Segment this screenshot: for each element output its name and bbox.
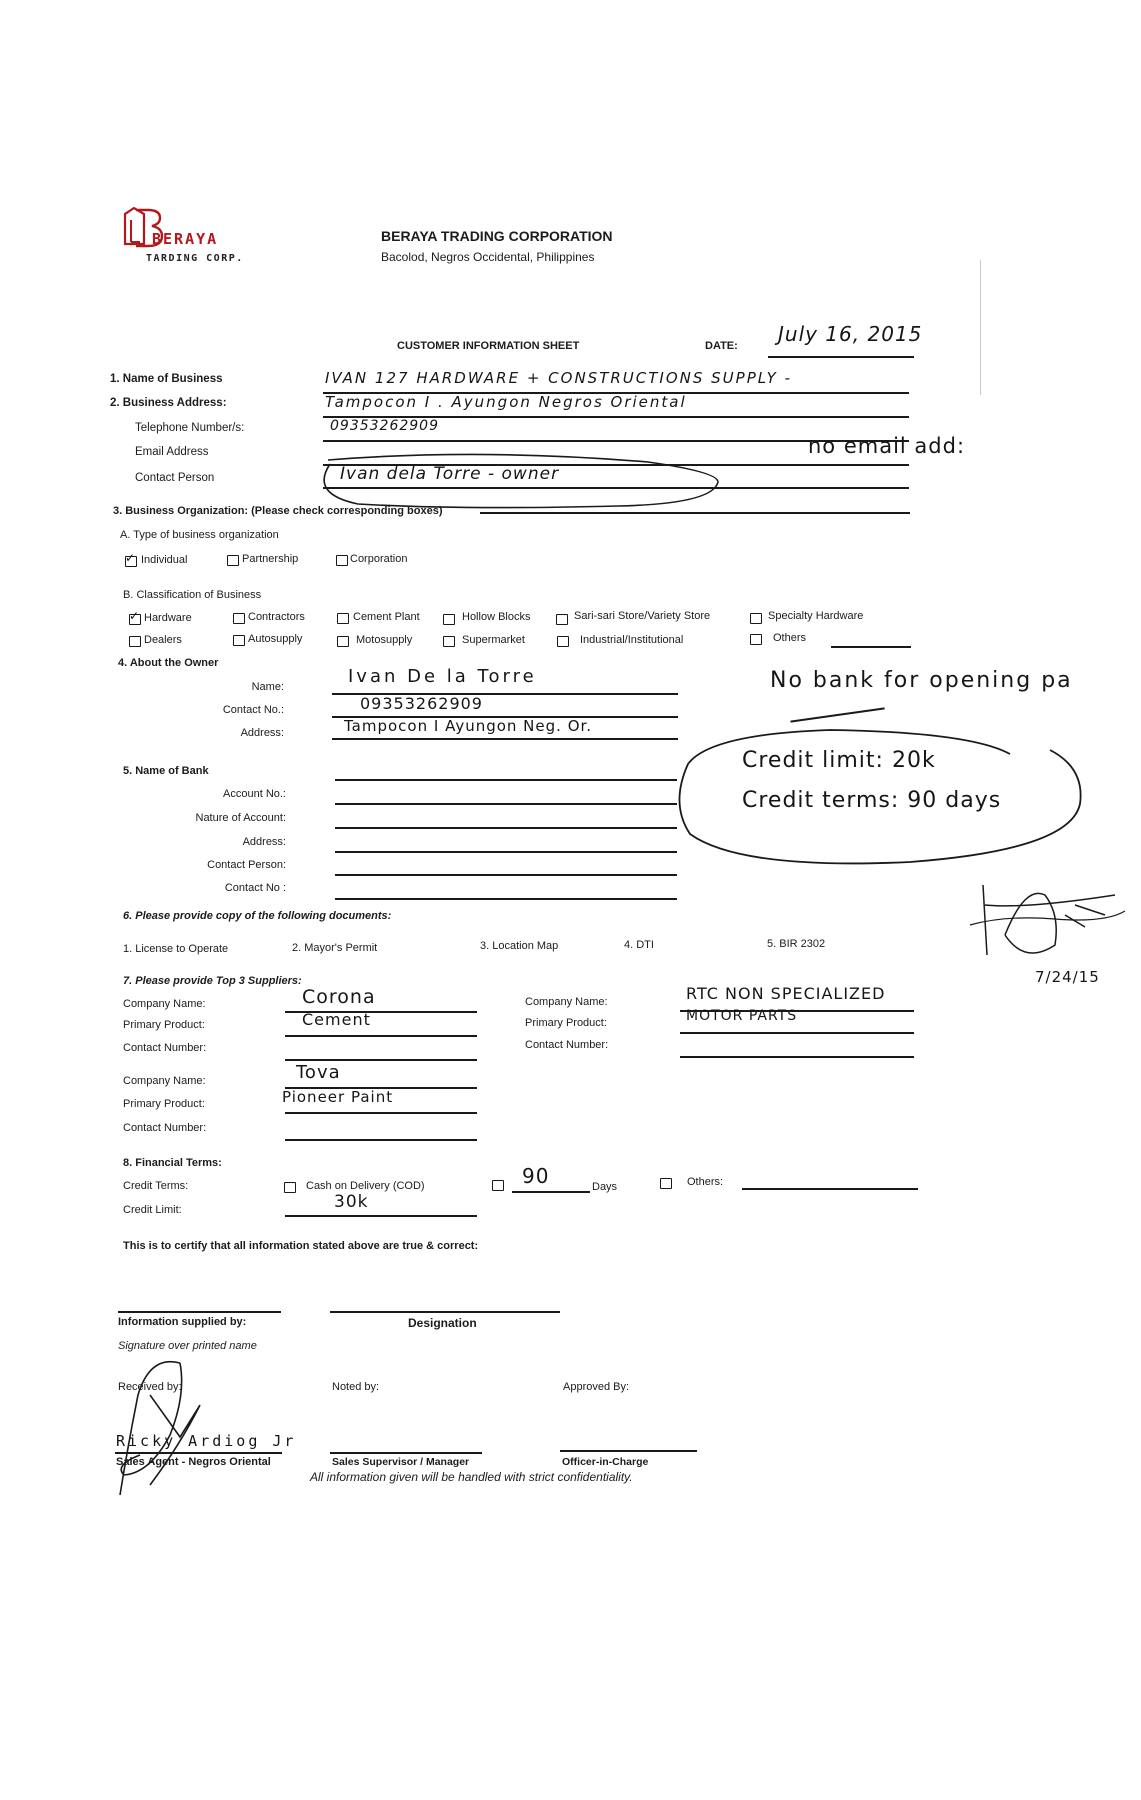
contact-person-value[interactable]: Ivan dela Torre - owner xyxy=(340,464,560,484)
supplier-2-contact-line xyxy=(680,1056,914,1058)
document-mayors-permit: 2. Mayor's Permit xyxy=(292,942,378,954)
business-org-label: 3. Business Organization: (Please check corresponding boxes) xyxy=(113,505,443,517)
supplier-2-product-line xyxy=(680,1032,914,1034)
received-name: Ricky Ardiog Jr xyxy=(116,1432,297,1450)
bank-account-no-label: Account No.: xyxy=(223,788,286,800)
class-others-line xyxy=(831,646,911,648)
credit-days-line xyxy=(512,1191,590,1193)
signature-note: Signature over printed name xyxy=(118,1340,257,1352)
class-contractors-label: Contractors xyxy=(248,611,305,623)
supplier-1-product-value[interactable]: Cement xyxy=(302,1010,371,1029)
supplier-3-company-label: Company Name: xyxy=(123,1075,206,1087)
class-motosupply-label: Motosupply xyxy=(356,634,413,646)
supplier-1-product-line xyxy=(285,1035,477,1037)
owner-name-value[interactable]: Ivan De la Torre xyxy=(348,666,537,687)
credit-days-value[interactable]: 90 xyxy=(522,1164,550,1188)
received-by-label: Received by: xyxy=(118,1381,182,1393)
supplier-2-company-label: Company Name: xyxy=(525,996,608,1008)
others-terms-label: Others: xyxy=(687,1176,724,1188)
supplier-3-product-label: Primary Product: xyxy=(123,1098,205,1110)
org-partnership-label: Partnership xyxy=(242,553,299,565)
supplier-3-product-line xyxy=(285,1112,477,1114)
class-hollow-blocks-checkbox[interactable] xyxy=(443,614,455,625)
supplier-1-product-label: Primary Product: xyxy=(123,1019,205,1031)
others-terms-checkbox[interactable] xyxy=(660,1178,672,1189)
approved-role: Officer-in-Charge xyxy=(562,1456,649,1468)
credit-limit-line xyxy=(285,1215,477,1217)
confidentiality-note: All information given will be handled with strict confidentiality. xyxy=(310,1470,633,1484)
bank-contact-no-label: Contact No : xyxy=(224,882,286,894)
bank-contact-person-label: Contact Person: xyxy=(207,859,286,871)
noted-role: Sales Supervisor / Manager xyxy=(332,1456,470,1468)
credit-limit-annotation: Credit limit: 20k xyxy=(742,748,936,773)
date-value[interactable]: July 16, 2015 xyxy=(778,322,923,346)
class-specialty-hardware-label: Specialty Hardware xyxy=(768,610,864,622)
supplier-3-contact-line xyxy=(285,1139,477,1141)
document-license: 1. License to Operate xyxy=(123,943,229,955)
company-address: Bacolod, Negros Occidental, Philippines xyxy=(381,250,595,264)
supplier-2-contact-label: Contact Number: xyxy=(525,1039,609,1051)
logo-subtext: TARDING CORP. xyxy=(146,253,244,264)
bank-contact-person-line xyxy=(335,874,677,876)
suppliers-section-label: 7. Please provide Top 3 Suppliers: xyxy=(123,975,302,987)
certify-statement: This is to certify that all information stated above are true & correct: xyxy=(123,1240,479,1252)
telephone-label: Telephone Number/s: xyxy=(135,422,245,434)
class-cement-plant-checkbox[interactable] xyxy=(337,613,349,624)
bank-contact-no-line xyxy=(335,898,677,900)
document-bir: 5. BIR 2302 xyxy=(767,938,826,950)
bank-nature-line xyxy=(335,827,677,829)
business-name-label: 1. Name of Business xyxy=(110,373,223,385)
class-hollow-blocks-label: Hollow Blocks xyxy=(462,611,531,623)
class-supermarket-label: Supermarket xyxy=(462,634,525,646)
email-label: Email Address xyxy=(135,446,209,458)
org-corporation-label: Corporation xyxy=(350,553,408,565)
classification-label: B. Classification of Business xyxy=(123,589,262,601)
class-autosupply-checkbox[interactable] xyxy=(233,635,245,646)
form-title: CUSTOMER INFORMATION SHEET xyxy=(397,340,580,352)
business-org-rule xyxy=(480,512,910,514)
class-cement-plant-label: Cement Plant xyxy=(353,611,420,623)
days-checkbox[interactable] xyxy=(492,1180,504,1191)
credit-terms-annotation: Credit terms: 90 days xyxy=(742,788,1002,813)
org-partnership-checkbox[interactable] xyxy=(227,555,239,566)
designation-label: Designation xyxy=(408,1316,477,1330)
owner-address-value[interactable]: Tampocon I Ayungon Neg. Or. xyxy=(344,717,593,735)
noted-by-label: Noted by: xyxy=(332,1381,380,1393)
owner-section-label: 4. About the Owner xyxy=(118,657,219,669)
bank-account-no-line xyxy=(335,803,677,805)
supplier-3-company-value[interactable]: Tova xyxy=(296,1062,341,1083)
contact-person-label: Contact Person xyxy=(135,472,215,484)
company-logo xyxy=(122,206,272,274)
document-dti: 4. DTI xyxy=(624,939,654,951)
class-supermarket-checkbox[interactable] xyxy=(443,636,455,647)
class-others-label: Others xyxy=(773,632,807,644)
owner-address-label: Address: xyxy=(240,727,284,739)
bank-address-line xyxy=(335,851,677,853)
class-hardware-label: Hardware xyxy=(144,612,192,624)
business-address-label: 2. Business Address: xyxy=(110,397,227,409)
business-name-value[interactable]: IVAN 127 HARDWARE + CONSTRUCTIONS SUPPLY - xyxy=(325,369,792,387)
credit-limit-label: Credit Limit: xyxy=(123,1204,182,1216)
received-line xyxy=(115,1452,282,1454)
owner-address-line xyxy=(332,738,678,740)
supplier-3-product-value[interactable]: Pioneer Paint xyxy=(282,1088,394,1106)
company-name: BERAYA TRADING CORPORATION xyxy=(381,228,613,244)
bank-nature-label: Nature of Account: xyxy=(195,812,286,824)
email-note: no email add: xyxy=(808,434,966,458)
class-dealers-checkbox[interactable] xyxy=(129,636,141,647)
class-specialty-hardware-checkbox[interactable] xyxy=(750,613,762,624)
bank-note-annotation: No bank for opening pa xyxy=(770,668,1073,693)
owner-contact-value[interactable]: 09353262909 xyxy=(360,694,483,713)
business-address-value[interactable]: Tampocon I . Ayungon Negros Oriental xyxy=(325,393,687,411)
scan-margin-mark xyxy=(980,260,981,395)
owner-contact-label: Contact No.: xyxy=(222,704,284,716)
class-others-checkbox[interactable] xyxy=(750,634,762,645)
info-supplied-signature-line[interactable] xyxy=(118,1311,281,1313)
class-motosupply-checkbox[interactable] xyxy=(337,636,349,647)
org-type-label: A. Type of business organization xyxy=(120,529,279,541)
bank-section-label: 5. Name of Bank xyxy=(123,765,209,777)
telephone-value[interactable]: 09353262909 xyxy=(330,418,439,434)
credit-terms-label: Credit Terms: xyxy=(123,1180,189,1192)
supplier-1-company-value[interactable]: Corona xyxy=(302,986,376,1008)
designation-line[interactable] xyxy=(330,1311,560,1313)
noted-line xyxy=(330,1452,482,1454)
approved-by-label: Approved By: xyxy=(563,1381,630,1393)
date-label: DATE: xyxy=(705,340,738,352)
supplier-1-company-label: Company Name: xyxy=(123,998,206,1010)
bank-address-label: Address: xyxy=(242,836,286,848)
logo-text: BERAYA xyxy=(152,230,219,248)
others-terms-line xyxy=(742,1188,918,1190)
class-sari-sari-label: Sari-sari Store/Variety Store xyxy=(574,610,711,622)
class-sari-sari-checkbox[interactable] xyxy=(556,614,568,625)
supplier-1-contact-line xyxy=(285,1059,477,1061)
financial-section-label: 8. Financial Terms: xyxy=(123,1157,222,1169)
bank-note-underline xyxy=(790,707,884,722)
received-signature xyxy=(110,1355,230,1505)
supplier-2-company-value[interactable]: RTC NON SPECIALIZED xyxy=(686,984,886,1003)
supplier-2-product-value[interactable]: MOTOR PARTS xyxy=(686,1008,798,1024)
cod-checkbox[interactable] xyxy=(284,1182,296,1193)
bank-name-line xyxy=(335,779,677,781)
class-industrial-checkbox[interactable] xyxy=(557,636,569,647)
class-dealers-label: Dealers xyxy=(144,634,182,646)
cod-label: Cash on Delivery (COD) xyxy=(306,1180,425,1192)
documents-section-label: 6. Please provide copy of the following documents: xyxy=(123,910,392,922)
class-contractors-checkbox[interactable] xyxy=(233,613,245,624)
days-label: Days xyxy=(592,1181,618,1193)
received-role: Sales Agent - Negros Oriental xyxy=(116,1456,271,1468)
class-industrial-label: Industrial/Institutional xyxy=(580,634,684,646)
org-corporation-checkbox[interactable] xyxy=(336,555,348,566)
supplier-1-contact-label: Contact Number: xyxy=(123,1042,207,1054)
owner-name-label: Name: xyxy=(251,681,284,693)
org-individual-checkbox[interactable] xyxy=(125,556,137,567)
side-signature-date: 7/24/15 xyxy=(1035,968,1100,986)
date-underline xyxy=(768,356,914,358)
org-individual-label: Individual xyxy=(141,554,188,566)
class-autosupply-label: Autosupply xyxy=(248,633,303,645)
supplier-2-product-label: Primary Product: xyxy=(525,1017,607,1029)
info-supplied-label: Information supplied by: xyxy=(118,1316,247,1328)
document-location-map: 3. Location Map xyxy=(480,940,559,952)
class-hardware-checkbox[interactable] xyxy=(129,614,141,625)
supplier-3-contact-label: Contact Number: xyxy=(123,1122,207,1134)
approved-line xyxy=(560,1450,697,1452)
credit-limit-value[interactable]: 30k xyxy=(334,1192,369,1212)
